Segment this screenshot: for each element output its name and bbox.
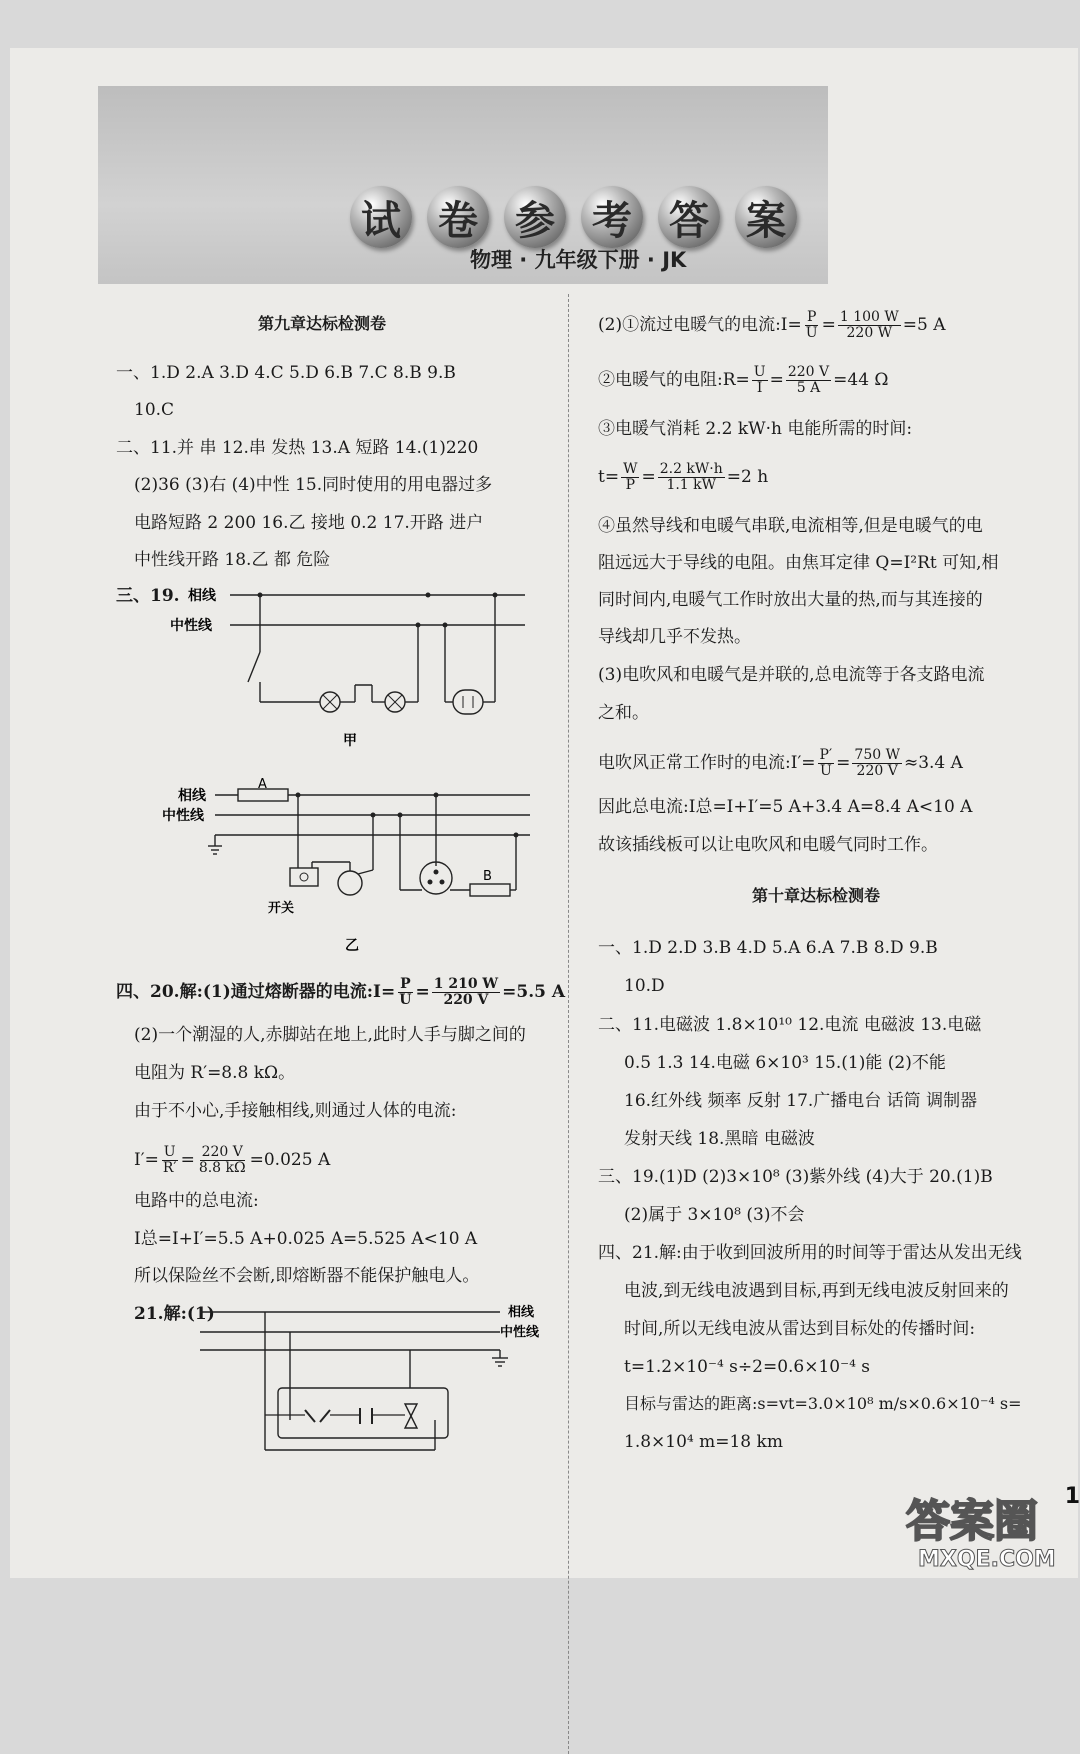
- solution-line: 电阻为 R′=8.8 kΩ。: [134, 1063, 296, 1083]
- fraction: [621, 462, 639, 493]
- fraction: [197, 1145, 248, 1176]
- title-char: 答: [658, 186, 720, 248]
- result: =2 h: [726, 467, 769, 487]
- solution-text: t=: [598, 467, 620, 487]
- solution-line: 因此总电流:I总=I+I′=5 A+3.4 A=8.4 A<10 A: [598, 797, 973, 817]
- solution-text: (2)①流过电暖气的电流:I=: [598, 315, 802, 335]
- answer-line: 电路短路 2 200 16.乙 接地 0.2 17.开路 进户: [134, 513, 484, 533]
- answer-line: 一、1.D 2.D 3.B 4.D 5.A 6.A 7.B 8.D 9.B: [598, 938, 938, 958]
- solution-line: ③电暖气消耗 2.2 kW·h 电能所需的时间:: [598, 419, 913, 439]
- watermark-url: MXQE.COM: [918, 1547, 1056, 1572]
- solution-line: t=1.2×10⁻⁴ s÷2=0.6×10⁻⁴ s: [624, 1357, 871, 1377]
- answer-line: 发射天线 18.黑暗 电磁波: [624, 1129, 815, 1149]
- question-number: 21.解:(1): [134, 1304, 215, 1324]
- answer-line: 二、11.电磁波 1.8×10¹⁰ 12.电流 电磁波 13.电磁: [598, 1015, 982, 1035]
- answer-line: (2)属于 3×10⁸ (3)不会: [624, 1205, 805, 1225]
- denominator: U: [819, 763, 832, 779]
- solution-line: ②电暖气的电阻:R= $\frac{U}{I}$ = $\frac{220 V}{5 A}$ =44 Ω: [598, 364, 889, 396]
- fraction: [818, 748, 835, 779]
- solution-line: I′= $\frac{U}{R'}$ = $\frac{220 V}{8.8 k\Omega}$ =0.025 A: [134, 1144, 331, 1176]
- title-characters: [350, 186, 797, 248]
- denominator: R′: [162, 1160, 177, 1176]
- result: =44 Ω: [833, 370, 889, 390]
- solution-line: 由于不小心,手接触相线,则通过人体的电流:: [134, 1101, 457, 1121]
- circuit-diagram-21: [200, 1300, 565, 1460]
- diagram-caption: 乙: [345, 938, 359, 954]
- solution-line: (2)一个潮湿的人,赤脚站在地上,此时人手与脚之间的: [134, 1025, 526, 1045]
- numerator: 220 V: [201, 1144, 243, 1160]
- answer-line: 三、19.(1)D (2)3×10⁸ (3)紫外线 (4)大于 20.(1)B: [598, 1167, 993, 1187]
- fraction: [804, 310, 820, 341]
- denominator: 220 V: [856, 763, 898, 779]
- label-neutral: 中性线: [170, 618, 212, 634]
- title-char: 案: [735, 186, 797, 248]
- numerator: 1 100 W: [839, 309, 899, 325]
- answer-line: (2)36 (3)右 (4)中性 15.同时使用的用电器过多: [134, 475, 493, 495]
- solution-line: 导线却几乎不发热。: [598, 627, 751, 647]
- page-number: 1: [1064, 1484, 1080, 1509]
- solution-text: I′=: [134, 1150, 159, 1170]
- fuse-label-a: A: [258, 778, 267, 792]
- denominator: 8.8 kΩ: [198, 1160, 246, 1176]
- denominator: 5 A: [796, 380, 821, 396]
- equals-sign: =: [415, 982, 430, 1002]
- solution-line: 电吹风正常工作时的电流:I′= $\frac{P'}{U}$ = $\frac{750 W}{220 V}$ ≈3.4 A: [598, 747, 963, 779]
- solution-line: 时间,所以无线电波从雷达到目标处的传播时间:: [624, 1319, 976, 1339]
- label-live: 相线: [508, 1305, 535, 1320]
- denominator: 1.1 kW: [666, 477, 717, 493]
- answer-line: 二、11.并 串 12.串 发热 13.A 短路 14.(1)220: [116, 438, 479, 458]
- solution-line: 同时间内,电暖气工作时放出大量的热,而与其连接的: [598, 590, 983, 610]
- fraction: [658, 462, 725, 493]
- solution-line: (2)①流过电暖气的电流:I= $\frac{P}{U}$ = $\frac{1 100 W}{220 W}$ =5 A: [598, 309, 946, 341]
- solution-line: 四、21.解:由于收到回波所用的时间等于雷达从发出无线: [598, 1243, 1022, 1263]
- label-neutral: 中性线: [162, 808, 204, 824]
- answer-line: 0.5 1.3 14.电磁 6×10³ 15.(1)能 (2)不能: [624, 1053, 946, 1073]
- solution-line: 1.8×10⁴ m=18 km: [624, 1432, 783, 1452]
- numerator: P: [400, 976, 411, 992]
- numerator: P: [806, 309, 817, 325]
- fraction: [752, 365, 768, 396]
- circuit-diagram-yi: [160, 778, 540, 958]
- result: =5 A: [902, 315, 946, 335]
- subject-subtitle: 物理 · 九年级下册 · JK: [470, 248, 687, 272]
- denominator: U: [805, 325, 818, 341]
- question-number: 三、19.: [116, 586, 180, 606]
- answer-line: 中性线开路 18.乙 都 危险: [134, 550, 331, 570]
- solution-line: [116, 977, 565, 1008]
- fraction: [397, 977, 413, 1008]
- denominator: 220 W: [846, 325, 893, 341]
- diagram-caption: 甲: [343, 733, 357, 749]
- denominator: 220 V: [443, 992, 489, 1008]
- label-live: 相线: [178, 788, 206, 804]
- solution-line: I总=I+I′=5.5 A+0.025 A=5.525 A<10 A: [134, 1229, 478, 1249]
- circuit-diagram-jia: [160, 582, 540, 757]
- label-live: 相线: [188, 588, 216, 604]
- denominator: P: [625, 477, 635, 493]
- fraction: [852, 748, 902, 779]
- numerator: U: [753, 364, 766, 380]
- title-banner: [98, 86, 828, 284]
- result: ≈3.4 A: [903, 753, 963, 773]
- fraction: [838, 310, 901, 341]
- fraction: [161, 1145, 179, 1176]
- solution-line: 所以保险丝不会断,即熔断器不能保护触电人。: [134, 1266, 480, 1286]
- title-char: 参: [504, 186, 566, 248]
- column-divider: [568, 294, 569, 1754]
- solution-text: 四、20.解:(1)通过熔断器的电流:I=: [116, 982, 396, 1002]
- numerator: 220 V: [787, 364, 830, 380]
- result: =5.5 A: [502, 982, 566, 1002]
- label-neutral: 中性线: [500, 1325, 540, 1340]
- answer-line: 10.D: [624, 976, 665, 996]
- switch-label: 开关: [268, 901, 295, 916]
- solution-line: 之和。: [598, 703, 649, 723]
- solution-line: 目标与雷达的距离:s=vt=3.0×10⁸ m/s×0.6×10⁻⁴ s=: [624, 1394, 1022, 1413]
- denominator: I: [756, 380, 763, 396]
- answer-line: 10.C: [134, 400, 175, 420]
- numerator: 1 210 W: [433, 976, 499, 992]
- fraction: [432, 977, 500, 1008]
- result: =0.025 A: [249, 1150, 331, 1170]
- numerator: 2.2 kW·h: [659, 461, 723, 477]
- solution-line: 故该插线板可以让电吹风和电暖气同时工作。: [598, 835, 938, 855]
- numerator: W: [623, 461, 638, 477]
- solution-line: 阻远远大于导线的电阻。由焦耳定律 Q=I²Rt 可知,相: [598, 553, 999, 573]
- numerator: P′: [819, 747, 833, 763]
- watermark-brand: 答案圈: [906, 1496, 1038, 1547]
- solution-line: 电路中的总电流:: [134, 1191, 259, 1211]
- denominator: U: [399, 992, 412, 1008]
- solution-line: (3)电吹风和电暖气是并联的,总电流等于各支路电流: [598, 665, 985, 685]
- solution-line: 电波,到无线电波遇到目标,再到无线电波反射回来的: [624, 1281, 1009, 1301]
- solution-line: t= $\frac{W}{P}$ = $\frac{2.2 kW\cdot h}{1.1 kW}$ =2 h: [598, 461, 769, 493]
- numerator: 750 W: [854, 747, 900, 763]
- chapter10-title: 第十章达标检测卷: [752, 886, 881, 905]
- fuse-label-b: B: [483, 869, 492, 884]
- fraction: [786, 365, 831, 396]
- title-char: 卷: [427, 186, 489, 248]
- solution-text: ②电暖气的电阻:R=: [598, 370, 750, 390]
- title-char: 考: [581, 186, 643, 248]
- chapter9-title: 第九章达标检测卷: [258, 314, 387, 333]
- answer-line: 16.红外线 频率 反射 17.广播电台 话筒 调制器: [624, 1091, 978, 1111]
- title-char: 试: [350, 186, 412, 248]
- solution-text: 电吹风正常工作时的电流:I′=: [598, 753, 816, 773]
- answer-line: 一、1.D 2.A 3.D 4.C 5.D 6.B 7.C 8.B 9.B: [116, 363, 456, 383]
- solution-line: ④虽然导线和电暖气串联,电流相等,但是电暖气的电: [598, 516, 983, 536]
- watermark-logo: [900, 1478, 1078, 1574]
- numerator: U: [163, 1144, 176, 1160]
